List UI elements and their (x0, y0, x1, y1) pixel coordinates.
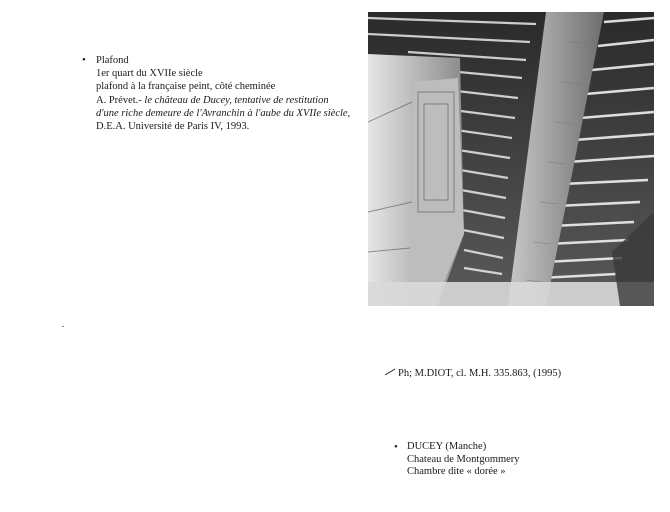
reference-title-part-2: d'une riche demeure de l'Avranchin à l'aube du XVIIe siècle, (96, 107, 351, 119)
photo-credit (384, 368, 561, 379)
ceiling-photograph-image (368, 12, 654, 306)
pen-mark-icon (384, 368, 396, 379)
caption-building: Chateau de Montgommery (407, 453, 520, 465)
description-subject: plafond à la française peint, côté cheminée (96, 81, 276, 93)
reference-line-1 (82, 94, 350, 107)
description-block (82, 54, 350, 133)
description-date: 1er quart du XVIIe siècle (96, 68, 203, 80)
photo-credit-text: Ph; M.DIOT, cl. M.H. 335.863, (1995) (398, 368, 562, 379)
reference-title-part-1: le château de Ducey, tentative de restitution (144, 94, 329, 106)
caption-place: • DUCEY (Manche) (407, 441, 487, 452)
location-caption (394, 441, 520, 479)
reference-author: A. Prévet.- (96, 94, 145, 106)
description-bullet (82, 54, 350, 67)
ceiling-photograph (368, 12, 654, 306)
scan-speck (62, 326, 64, 327)
location-bullet (394, 441, 520, 454)
description-heading: • Plafond (96, 55, 129, 66)
caption-room: Chambre dite « dorée » (407, 466, 506, 478)
reference-source: D.E.A. Université de Paris IV, 1993. (96, 121, 250, 133)
